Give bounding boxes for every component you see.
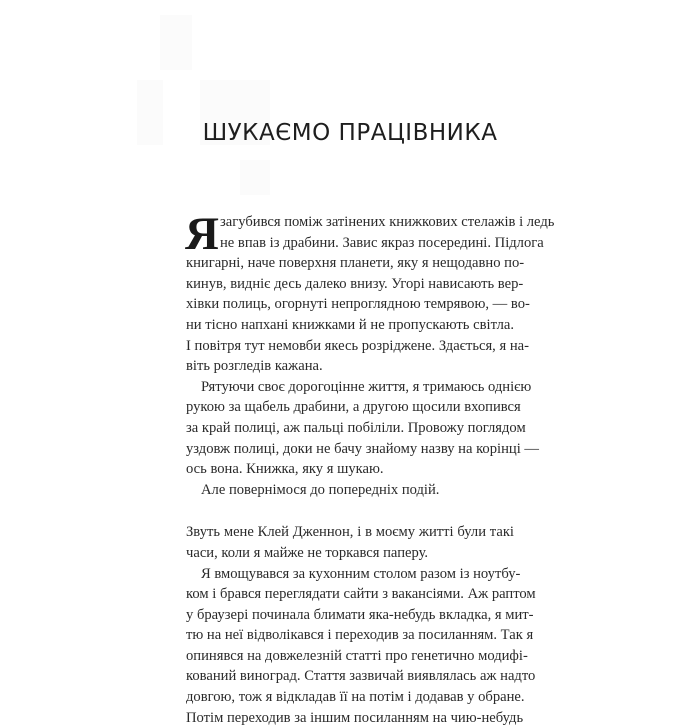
- text-line: Але повернімося до попередніх подій.: [201, 481, 440, 498]
- text-line: рукою за щабель драбини, а другою щосили вхопився: [186, 399, 521, 416]
- text-line: віть розгледів кажана.: [186, 358, 323, 375]
- text-line: кинув, видніє десь далеко внизу. Угорі нависають вер-: [186, 275, 524, 292]
- chapter-title: ШУКАЄМО ПРАЦІВНИКА: [202, 120, 498, 146]
- section-2: [186, 522, 536, 728]
- text-line: довгою, тож я відкладав її на потім і додавав у обране.: [186, 689, 525, 706]
- text-line: за край полиці, аж пальці побіліли. Провожу поглядом: [186, 419, 526, 436]
- text-line: опинявся на довжелезній статті про генетично модифі-: [186, 647, 528, 664]
- faint-artifact: [240, 160, 270, 195]
- text-line: Я вмощувався за кухонним столом разом із ноутбу-: [201, 565, 521, 582]
- text-line: ось вона. Книжка, яку я шукаю.: [186, 461, 384, 478]
- drop-cap: Я: [185, 208, 219, 260]
- text-line: у браузері починала блимати яка-небудь вкладка, я мит-: [186, 606, 534, 623]
- text-line: загубився поміж затінених книжкових стелажів і ледь: [220, 214, 555, 230]
- text-line: І повітря тут немовби якесь розріджене. Здається, я на-: [186, 337, 529, 354]
- section-1: [185, 208, 555, 500]
- text-line: Рятуючи своє дорогоцінне життя, я тримаюсь однією: [201, 378, 532, 395]
- text-line: Потім переходив за іншим посиланням на чию-небудь: [186, 709, 524, 726]
- faint-artifact: [160, 15, 192, 70]
- text-line: книгарні, наче поверхня планети, яку я нещодавно по-: [186, 255, 525, 272]
- text-line: часи, коли я майже не торкався паперу.: [186, 544, 429, 561]
- text-line: уздовж полиці, доки не бачу знайому назву на корінці —: [186, 440, 539, 457]
- body-text: [185, 208, 555, 728]
- text-line: не впав із драбини. Завис якраз посередині. Підлога: [220, 234, 544, 251]
- text-line: тю на неї відволікався і переходив за посиланням. Так я: [186, 627, 534, 644]
- text-line: кований виноград. Стаття зазвичай виявлялась аж надто: [186, 668, 536, 685]
- text-line: Звуть мене Клей Дженнон, і в моєму житті були такі: [186, 524, 514, 541]
- text-line: ни тісно напхані книжками й не пропускають світла.: [186, 316, 514, 333]
- text-line: ком і брався переглядати сайти з вакансіями. Аж раптом: [186, 586, 536, 603]
- text-line: хівки полиць, огорнуті непроглядною темрявою, — во-: [186, 296, 530, 313]
- section-break: [186, 500, 514, 522]
